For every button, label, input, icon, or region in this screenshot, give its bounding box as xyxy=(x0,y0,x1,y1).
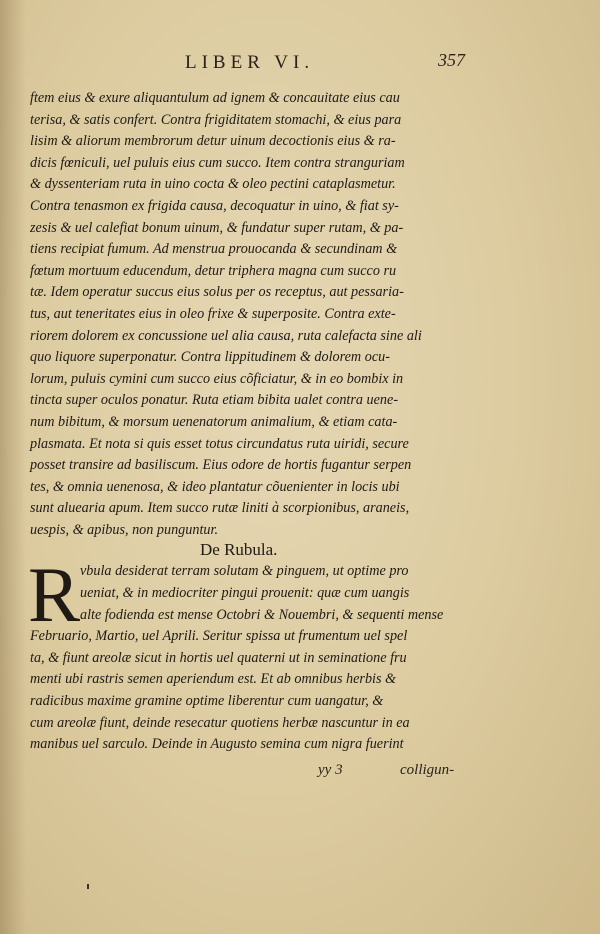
text-line: radicibus maxime gramine optime liberentur cum uangatur, & xyxy=(30,693,384,710)
text-line: sunt aluearia apum. Item succo rutæ liniti à scorpionibus, araneis, xyxy=(30,500,410,517)
text-line: menti ubi rastris semen aperiendum est. Et ab omnibus herbis & xyxy=(30,671,397,688)
text-line: tus, aut teneritates eius in oleo frixe & superposite. Contra exte- xyxy=(30,305,396,322)
text-line: plasmata. Et nota si quis esset totus circundatus ruta uiridi, secure xyxy=(30,435,409,452)
catchword: colligun- xyxy=(400,762,455,778)
text-line: dicis fœniculi, uel puluis eius cum succo. Item contra stranguriam xyxy=(30,154,405,171)
running-head: LIBER VI. xyxy=(185,52,315,73)
paragraph-ruta xyxy=(30,88,460,541)
drop-cap-initial: R xyxy=(28,551,81,639)
spine-shadow xyxy=(0,0,26,934)
text-line: ueniat, & in mediocriter pingui prouenit: quæ cum uangis xyxy=(80,585,410,602)
text-line: vbula desiderat terram solutam & pinguem, ut optime pro xyxy=(80,563,409,580)
text-line: quo liquore superponatur. Contra lippitudinem & dolorem ocu- xyxy=(30,349,390,366)
text-line: riorem dolorem ex concussione uel alia causa, ruta calefacta sine ali xyxy=(30,327,422,344)
text-line: fœtum mortuum educendum, detur triphera magna cum succo ru xyxy=(30,262,397,279)
text-line: manibus uel sarculo. Deinde in Augusto semina cum nigra fuerint xyxy=(30,736,404,753)
text-line: tes, & omnia uenenosa, & ideo plantatur cõuenienter in locis ubi xyxy=(30,478,400,495)
text-line: lorum, puluis cymini cum succo eius cõficiatur, & in eo bombix in xyxy=(30,370,404,387)
text-line: posset transire ad basiliscum. Eius odore de hortis fugantur serpen xyxy=(30,457,412,474)
text-line: num bibitum, & morsum uenenatorum animalium, & etiam cata- xyxy=(30,413,398,430)
text-line: zesis & uel calefiat bonum uinum, & fundatur super rutam, & pa- xyxy=(30,219,404,236)
text-line: tæ. Idem operatur succus eius solus per os receptus, aut pessaria- xyxy=(30,284,404,301)
text-line: cum areolæ fiunt, deinde resecatur quotiens herbæ nascuntur in ea xyxy=(30,714,410,731)
page-number: 357 xyxy=(438,50,465,70)
text-line: alte fodienda est mense Octobri & Nouembri, & sequenti mense xyxy=(80,606,444,623)
text-line: & dyssenteriam ruta in uino cocta & oleo pectini cataplasmetur. xyxy=(30,176,396,193)
text-line: ta, & fiunt areolæ sicut in hortis uel quaterni ut in seminatione fru xyxy=(30,649,407,666)
text-line: terisa, & satis confert. Contra frigiditatem stomachi, & eius para xyxy=(30,111,402,128)
body-text xyxy=(30,88,460,756)
text-line: tincta super oculos ponatur. Ruta etiam bibita ualet contra uene- xyxy=(30,392,399,409)
page-header xyxy=(0,48,600,78)
text-line: tiens recipiat fumum. Ad menstrua prouocanda & secundinam & xyxy=(30,241,398,258)
text-line: uespis, & apibus, non punguntur. xyxy=(30,521,218,538)
signature-mark: yy 3 xyxy=(318,762,343,778)
section-title: De Rubula. xyxy=(200,540,278,560)
text-line: Contra tenasmon ex frigida causa, decoquatur in uino, & fiat sy- xyxy=(30,197,399,214)
page-footer xyxy=(0,762,600,786)
text-line: ftem eius & exure aliquantulum ad ignem & concauitate eius cau xyxy=(30,90,400,106)
ink-speck xyxy=(87,884,89,889)
paragraph-rubula xyxy=(28,551,460,755)
text-line: Februario, Martio, uel Aprili. Seritur spissa ut frumentum uel spel xyxy=(30,628,408,645)
text-line: lisim & aliorum membrorum detur uinum decoctionis eius & ra- xyxy=(30,133,396,150)
